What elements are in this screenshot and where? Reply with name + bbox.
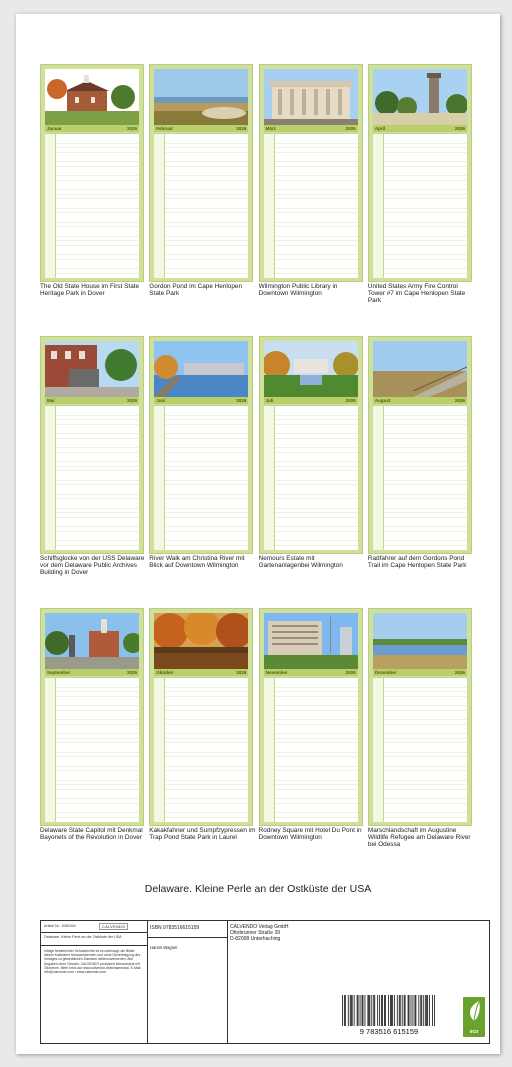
- month-name: März: [265, 126, 276, 131]
- barcode-bar: [388, 995, 389, 1026]
- month-year: 2026: [236, 670, 247, 675]
- article-number: Artikel Nr.: 2082934: [44, 924, 76, 928]
- month-page: [368, 608, 472, 826]
- month-photo: [373, 69, 467, 125]
- day-lines: [373, 405, 467, 550]
- barcode-bar: [413, 995, 414, 1026]
- month-header: [373, 669, 467, 676]
- footer-publisher-column: [227, 921, 489, 1043]
- barcode-bar: [345, 995, 346, 1026]
- barcode-bar: [408, 995, 409, 1026]
- isbn: ISBN 9783516615159: [150, 925, 200, 931]
- barcode-bar: [382, 995, 383, 1026]
- barcode-bar: [379, 995, 380, 1026]
- barcode-bar: [404, 995, 405, 1026]
- barcode-number: 9 783516 615159: [359, 1027, 419, 1035]
- barcode-bar: [426, 995, 427, 1026]
- day-lines: [264, 133, 358, 278]
- month-caption: The Old State House im First State Heritage Park in Dover: [40, 283, 140, 298]
- barcode-bar: [367, 995, 368, 1026]
- barcode-bar: [409, 995, 410, 1026]
- month-photo: [264, 613, 358, 669]
- publisher-city: D-82008 Unterhaching: [230, 936, 281, 942]
- eco-badge: [463, 997, 485, 1037]
- barcode-bar: [374, 995, 375, 1026]
- month-name: Mai: [47, 398, 55, 403]
- month-photo: [45, 341, 139, 397]
- month-caption: Rodney Square mit Hotel Du Pont in Downtown Wilmington: [258, 827, 362, 842]
- month-header: [373, 125, 467, 132]
- month-header: [45, 669, 139, 676]
- leaf-icon: [465, 999, 483, 1023]
- month-year: 2026: [345, 398, 356, 403]
- barcode-bar: [357, 995, 358, 1026]
- footer-subtitle: Delaware. Kleine Perle an der Ostküste der USA: [44, 935, 122, 939]
- day-lines: [373, 677, 467, 822]
- barcode-bar: [427, 995, 428, 1026]
- month-caption: Marschlandschaft im Augustine Wildlife Refugee am Delaware River bei Odessa: [367, 827, 471, 849]
- month-name: August: [374, 398, 391, 403]
- day-lines: [45, 405, 139, 550]
- barcode-bar: [434, 995, 435, 1026]
- barcode-bar: [377, 995, 378, 1026]
- day-lines: [373, 133, 467, 278]
- month-page: [259, 336, 363, 554]
- month-page: [40, 64, 144, 282]
- month-year: 2026: [454, 670, 465, 675]
- day-lines: [154, 405, 248, 550]
- barcode-bar: [344, 995, 345, 1026]
- month-photo: [45, 613, 139, 669]
- barcode-bar: [381, 995, 382, 1026]
- day-lines: [264, 677, 358, 822]
- month-header: [264, 397, 358, 404]
- barcode-bar: [360, 995, 361, 1026]
- barcode-bar: [373, 995, 374, 1026]
- month-name: April: [374, 126, 386, 131]
- month-header: [264, 125, 358, 132]
- calendar-sheet: [16, 14, 500, 1054]
- footer-info-column: [41, 921, 148, 1043]
- month-header: [154, 125, 248, 132]
- barcode-bar: [384, 995, 385, 1026]
- barcode-bar: [342, 995, 343, 1026]
- month-page: [149, 608, 253, 826]
- month-header: [45, 125, 139, 132]
- barcode-bar: [429, 995, 430, 1026]
- barcode-bar: [385, 995, 386, 1026]
- month-page: [149, 336, 253, 554]
- month-year: 2026: [345, 126, 356, 131]
- publisher-street: Ottobrunner Straße 39: [230, 930, 281, 936]
- barcode-bar: [415, 995, 416, 1026]
- month-year: 2026: [345, 670, 356, 675]
- month-photo: [45, 69, 139, 125]
- month-caption: Delaware State Capitol mit Denkmal Bayonets of the Revolution in Dover: [40, 827, 143, 842]
- barcode-bar: [371, 995, 372, 1026]
- month-caption: Radfahrer auf dem Gordons Pond Trail im Cape Henlopen State Park: [367, 555, 467, 570]
- month-header: [154, 669, 248, 676]
- divider: [147, 937, 227, 938]
- barcode-bar: [400, 995, 401, 1026]
- publisher-name: CALVENDO Verlag GmbH: [230, 924, 289, 930]
- barcode-bar: [358, 995, 359, 1026]
- barcode-bar: [354, 995, 355, 1026]
- barcode-bar: [365, 995, 366, 1026]
- barcode-bar: [411, 995, 412, 1026]
- barcode-bar: [351, 995, 352, 1026]
- barcode-bar: [352, 995, 353, 1026]
- barcode-bar: [399, 995, 400, 1026]
- day-lines: [45, 677, 139, 822]
- month-year: 2026: [236, 398, 247, 403]
- month-year: 2026: [454, 126, 465, 131]
- barcode-bar: [418, 995, 419, 1026]
- month-name: Juli: [265, 398, 274, 403]
- barcode-bar: [402, 995, 403, 1026]
- barcode: [339, 995, 439, 1035]
- day-lines: [154, 133, 248, 278]
- month-page: [259, 608, 363, 826]
- barcode-bar: [421, 995, 422, 1026]
- barcode-bar: [348, 995, 349, 1026]
- month-photo: [373, 341, 467, 397]
- barcode-bar: [369, 995, 370, 1026]
- month-caption: Wilmington Public Library in Downtown Wilmington: [258, 283, 338, 298]
- month-name: Dezember: [374, 670, 397, 675]
- month-header: [264, 669, 358, 676]
- month-name: Januar: [47, 126, 62, 131]
- day-lines: [45, 133, 139, 278]
- month-header: [154, 397, 248, 404]
- barcode-bar: [420, 995, 421, 1026]
- month-photo: [154, 69, 248, 125]
- month-year: 2026: [126, 126, 137, 131]
- month-year: 2026: [454, 398, 465, 403]
- month-caption: Schiffsglocke von der USS Delaware vor dem Delaware Public Archives Building in Dover: [40, 555, 145, 577]
- footer-panel: [40, 920, 490, 1044]
- calvendo-logo: CALVENDO: [99, 923, 128, 930]
- legal-notice: Infolge bestehender Schutzrechte ist es untersagt, die Bilder dieses Kalenders herauszutrennen und ohne Genehmigung des Verlages zu gewerblichen Zwecken weiterzuverwerten. Alle Angaben ohne Gewähr. CALVENDO produziert klimaneutral mit Ökostrom. Mehr Infos auf www.calvendo.de/klimaneutral. E-Mail: info@calvendo.com • www.calvendo.com: [44, 949, 142, 975]
- barcode-bar: [363, 995, 364, 1026]
- month-name: November: [265, 670, 288, 675]
- barcode-bar: [391, 995, 392, 1026]
- barcode-bar: [425, 995, 426, 1026]
- month-caption: United States Army Fire Control Tower #7 im Cape Henlopen State Park: [367, 283, 466, 305]
- month-header: [373, 397, 467, 404]
- month-caption: River Walk am Christina River mit Blick auf Downtown Wilmington: [149, 555, 245, 570]
- month-name: Juni: [156, 398, 166, 403]
- barcode-bar: [397, 995, 398, 1026]
- barcode-bar: [394, 995, 395, 1026]
- month-name: September: [47, 670, 71, 675]
- barcode-bar: [423, 995, 424, 1026]
- barcode-bar: [416, 995, 417, 1026]
- month-photo: [154, 613, 248, 669]
- month-page: [149, 64, 253, 282]
- barcode-bar: [368, 995, 369, 1026]
- month-caption: Kakakfahner und Sumpfzypressen im Trap Pond State Park in Laurel: [149, 827, 256, 842]
- month-page: [368, 336, 472, 554]
- month-page: [40, 336, 144, 554]
- month-name: Oktober: [156, 670, 174, 675]
- month-photo: [264, 69, 358, 125]
- barcode-bar: [392, 995, 393, 1026]
- month-name: Februar: [156, 126, 174, 131]
- month-page: [259, 64, 363, 282]
- month-photo: [264, 341, 358, 397]
- divider: [41, 932, 147, 933]
- month-photo: [373, 613, 467, 669]
- barcode-bar: [390, 995, 391, 1026]
- month-year: 2026: [236, 126, 247, 131]
- divider: [41, 945, 147, 946]
- month-caption: Nemours Estate mit Gartenanlagenbei Wilmington: [258, 555, 343, 570]
- barcode-bar: [432, 995, 433, 1026]
- barcode-bar: [405, 995, 406, 1026]
- month-page: [40, 608, 144, 826]
- day-lines: [264, 405, 358, 550]
- month-header: [45, 397, 139, 404]
- calendar-title: Delaware. Kleine Perle an der Ostküste der USA: [144, 883, 372, 895]
- barcode-bar: [362, 995, 363, 1026]
- author: Hanns Wagner: [150, 945, 178, 950]
- footer-isbn-column: [147, 921, 228, 1043]
- month-photo: [154, 341, 248, 397]
- month-year: 2026: [126, 398, 137, 403]
- month-page: [368, 64, 472, 282]
- eco-label: eco: [469, 1029, 479, 1035]
- barcode-bar: [350, 995, 351, 1026]
- publisher-address: [230, 924, 289, 942]
- day-lines: [154, 677, 248, 822]
- month-caption: Gordon Pond im Cape Henlopen State Park: [149, 283, 243, 298]
- month-year: 2026: [126, 670, 137, 675]
